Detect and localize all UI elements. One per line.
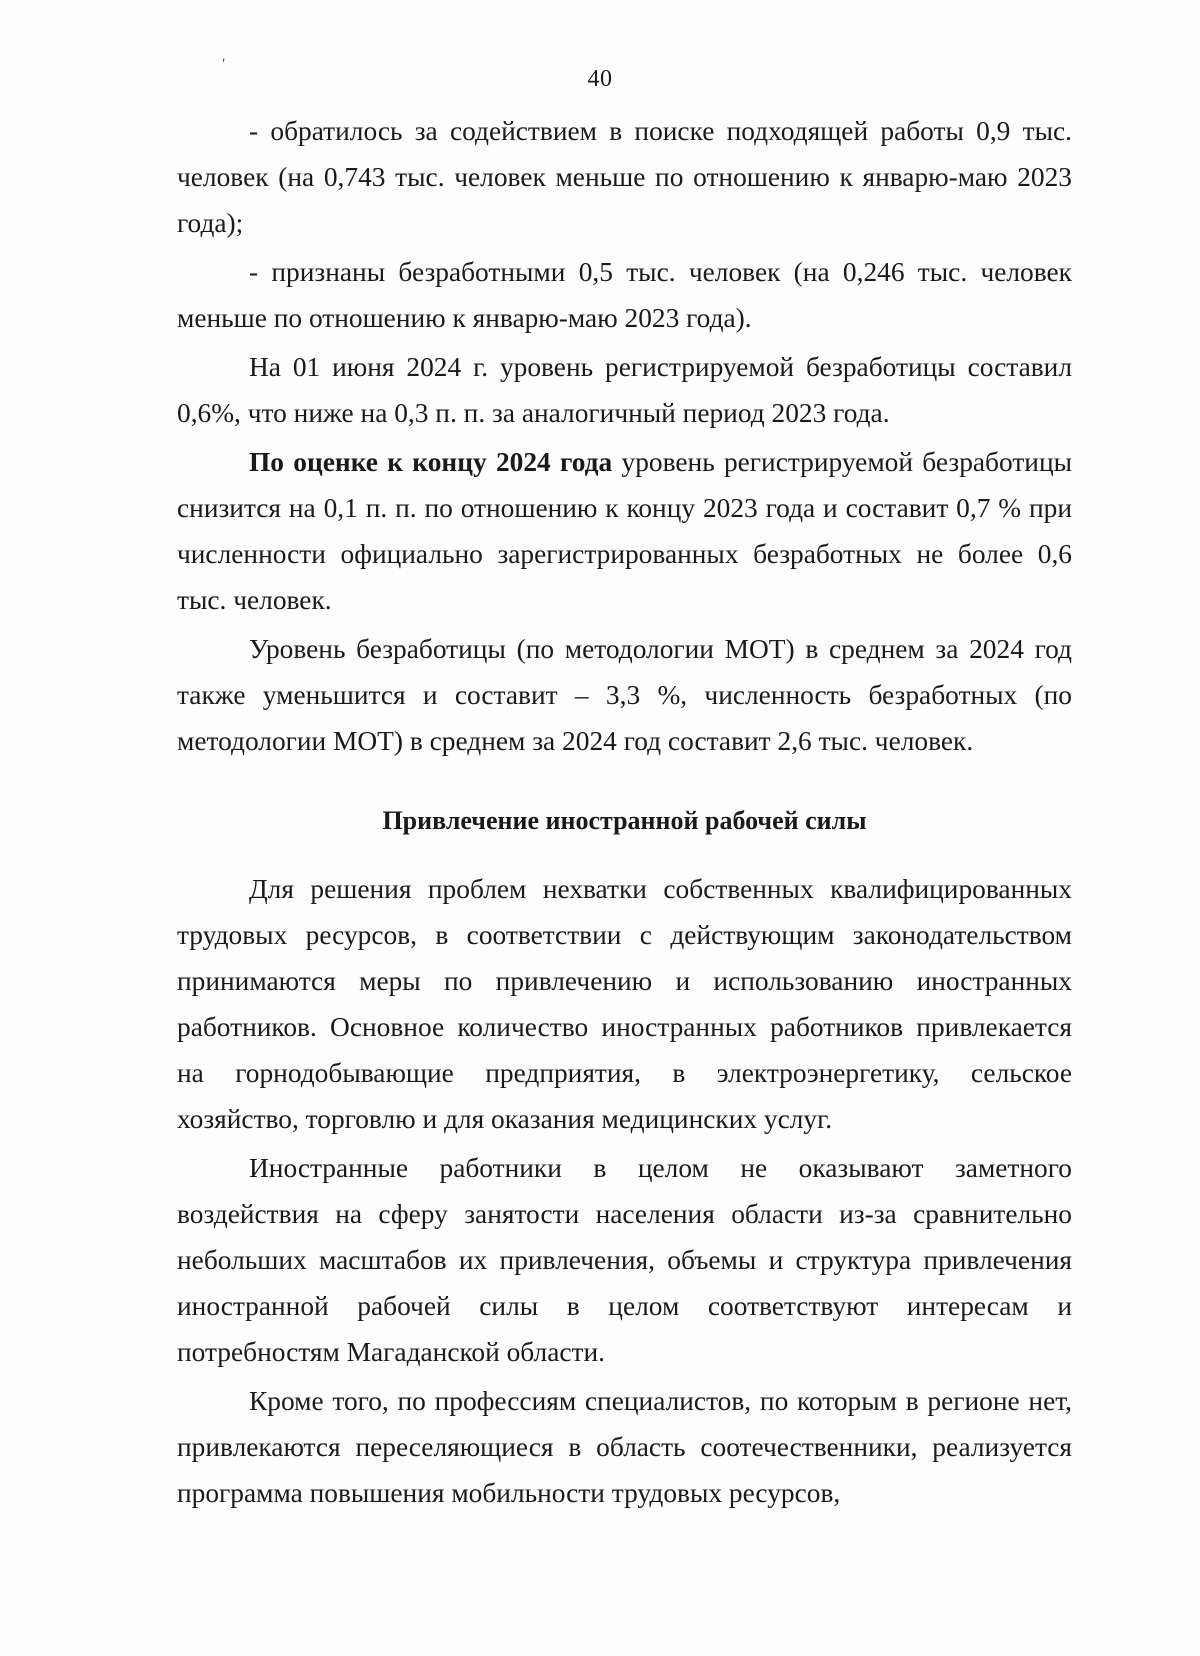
section-heading: Привлечение иностранной рабочей силы: [382, 806, 867, 835]
forecast-text: уровень регистрируемой безработицы снизится на 0,1 п. п. по отношению к концу 2023 года и составит 0,7 % при численности официально зарегистрированных безработных не более 0,6 тыс. человек.: [177, 447, 1073, 615]
paragraph-registered-unemployed: - признаны безработными 0,5 тыс. человек (на 0,246 тыс. человек меньше по отношению к январю-маю 2023 года).: [177, 257, 1072, 333]
document-body: [177, 108, 1072, 1516]
forecast-bold-lead: По оценке к концу 2024 года: [249, 447, 613, 477]
scan-mark: ': [219, 55, 226, 74]
paragraph-unemployment-rate-june: На 01 июня 2024 г. уровень регистрируемой безработицы составил 0,6%, что ниже на 0,3 п. п. за аналогичный период 2023 года.: [177, 352, 1072, 428]
paragraph-job-search-requests: - обратилось за содействием в поиске подходящей работы 0,9 тыс. человек (на 0,743 тыс. человек меньше по отношению к январю-маю 2023 года);: [177, 116, 1072, 238]
paragraph-foreign-workers-measures: Для решения проблем нехватки собственных квалифицированных трудовых ресурсов, в соответствии с действующим законодательством принимаются меры по привлечению и использованию иностранных работников. Основное количество иностранных работников привлекается на горнодобывающие предприятия, в электроэнергетику, сельское хозяйство, торговлю и для оказания медицинских услуг.: [177, 874, 1072, 1134]
paragraph-foreign-workers-impact: Иностранные работники в целом не оказывают заметного воздействия на сферу занятости населения области из-за сравнительно небольших масштабов их привлечения, объемы и структура привлечения иностранной рабочей силы в целом соответствуют интересам и потребностям Магаданской области.: [177, 1153, 1072, 1367]
paragraph-compatriots: Кроме того, по профессиям специалистов, по которым в регионе нет, привлекаются переселяющиеся в область соотечественники, реализуется программа повышения мобильности трудовых ресурсов,: [177, 1386, 1072, 1508]
paragraph-forecast: [177, 439, 1072, 623]
page-number: 40: [587, 66, 613, 92]
paragraph-ilo-unemployment: Уровень безработицы (по методологии МОТ) в среднем за 2024 год также уменьшится и составит – 3,3 %, численность безработных (по методологии МОТ) в среднем за 2024 год составит 2,6 тыс. человек.: [177, 634, 1072, 756]
